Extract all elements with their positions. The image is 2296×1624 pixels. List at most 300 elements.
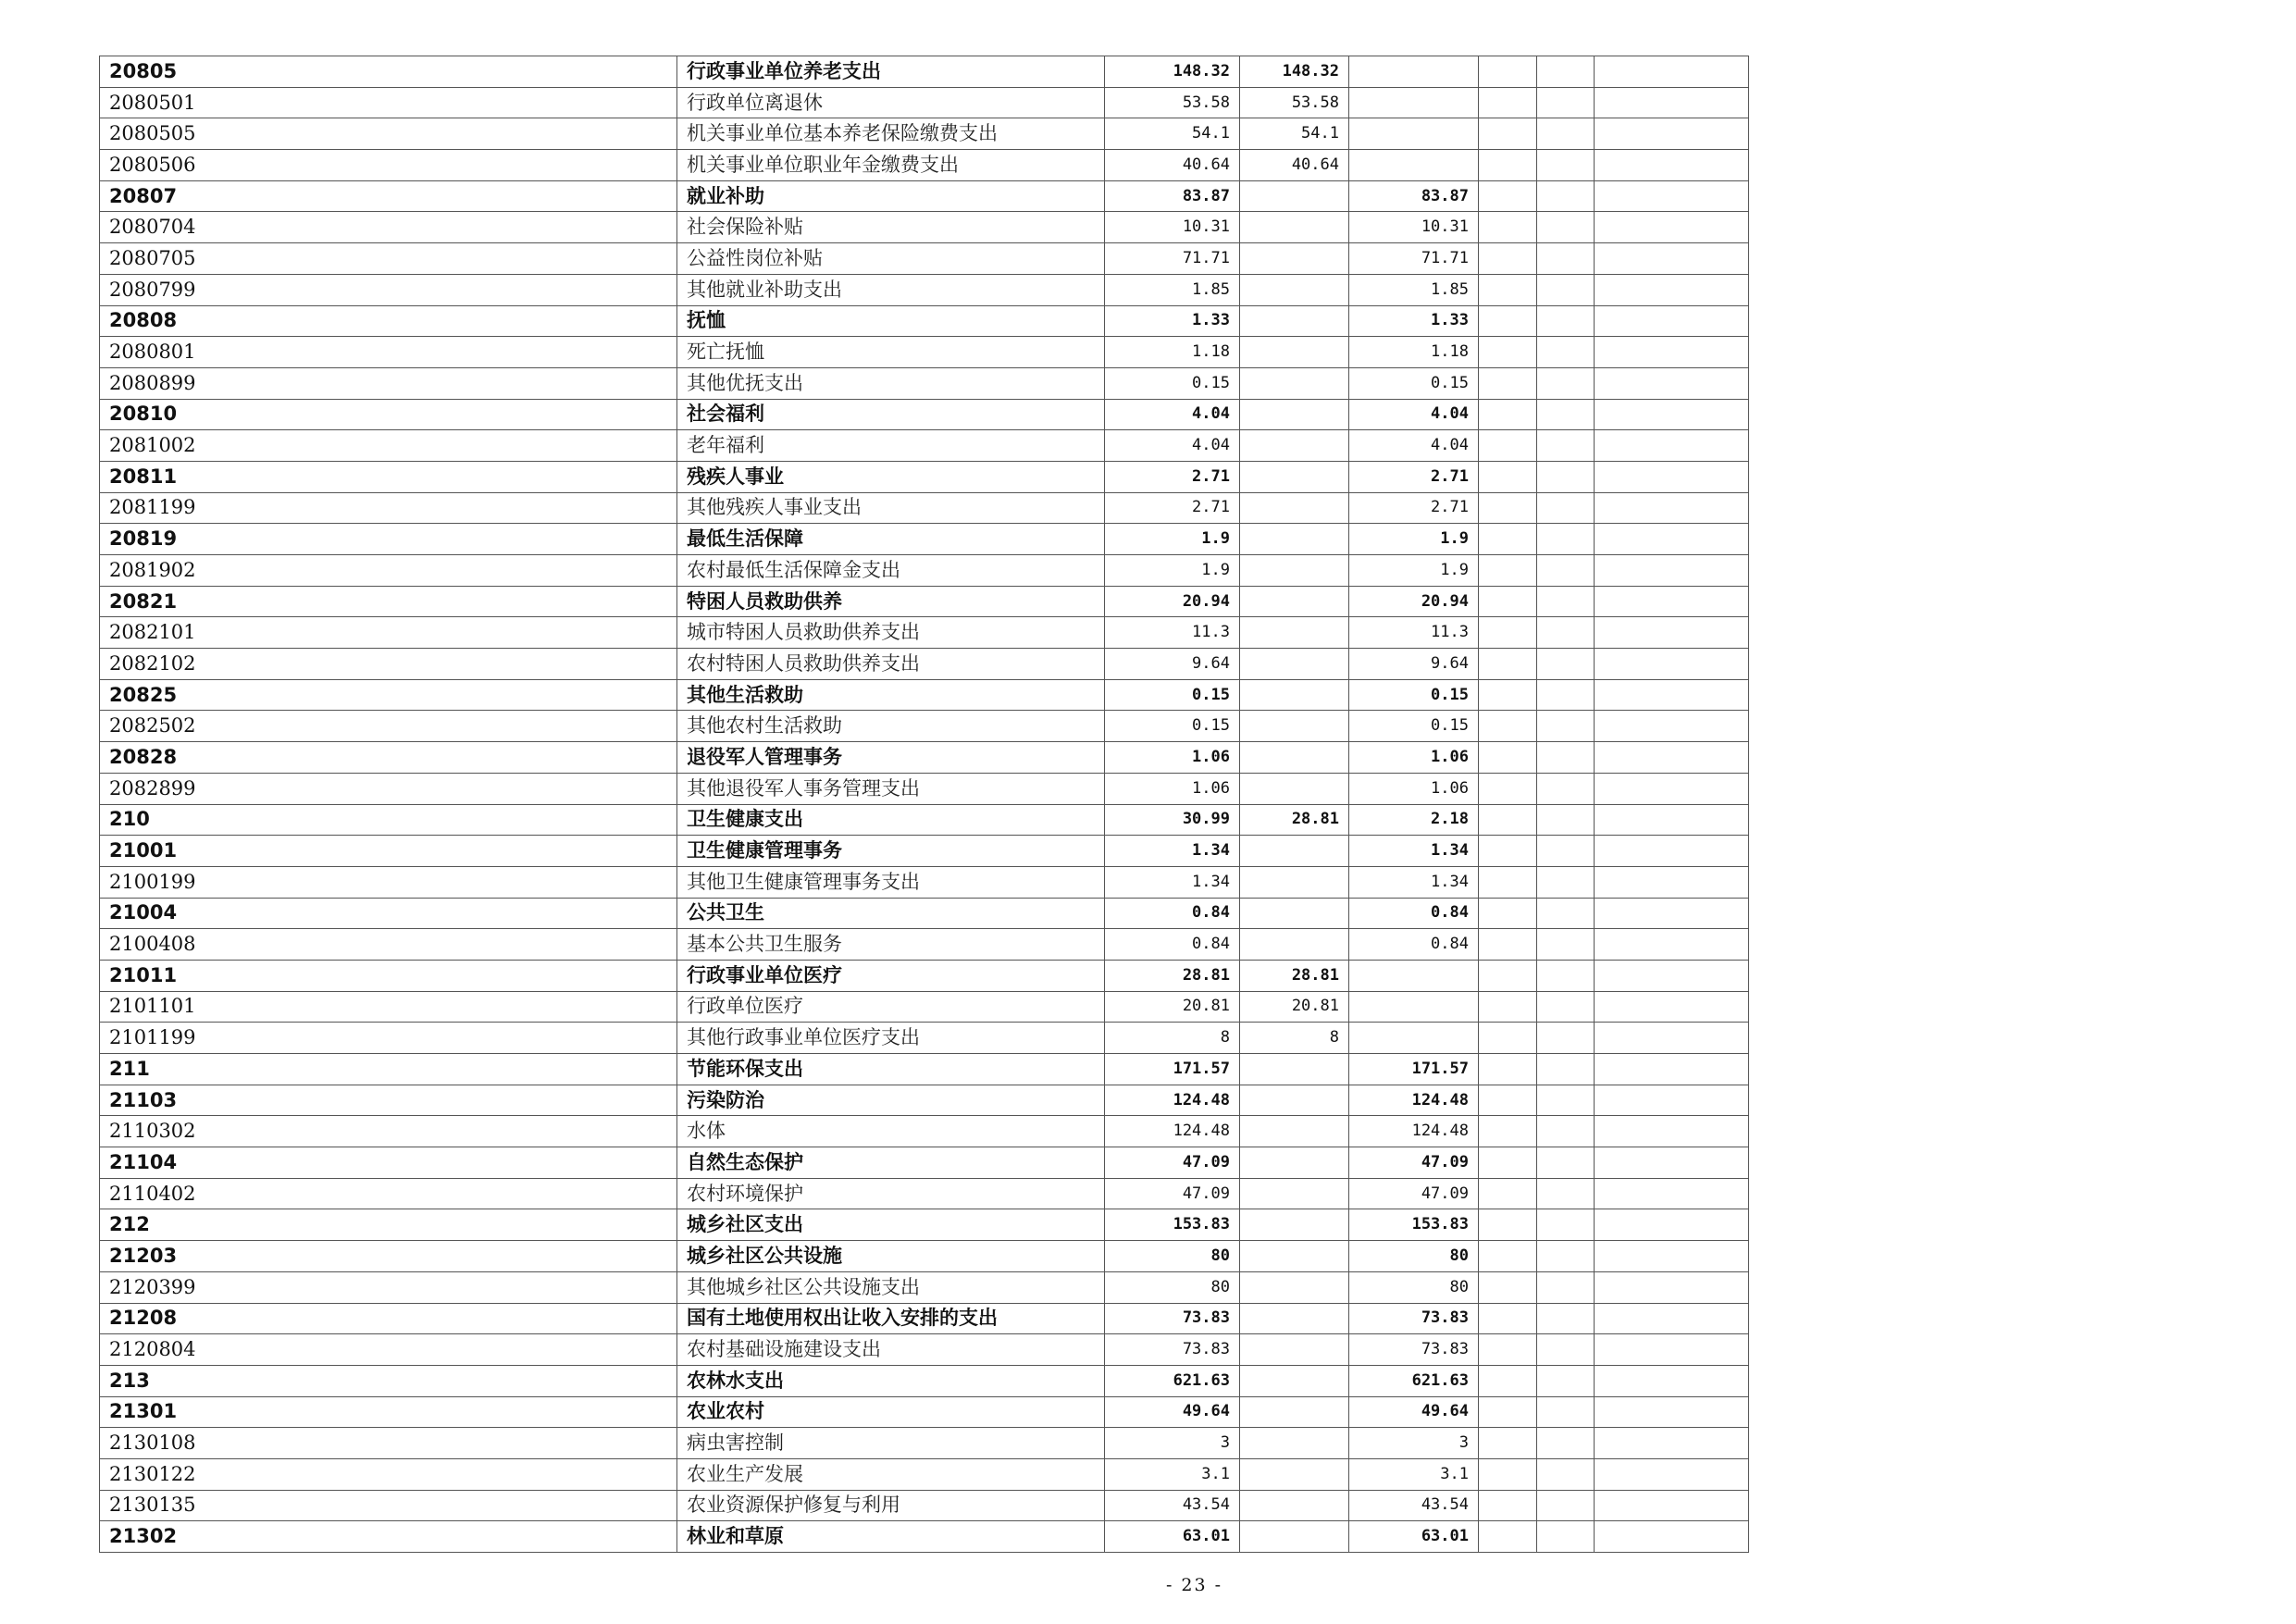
table-row [100, 773, 1749, 804]
subject-name-cell: 农业生产发展 [677, 1458, 1105, 1490]
empty-cell [1479, 430, 1537, 462]
project-expenditure-cell: 63.01 [1349, 1521, 1479, 1553]
empty-cell [1479, 991, 1537, 1023]
empty-cell [1479, 1178, 1537, 1209]
project-expenditure-cell: 1.18 [1349, 337, 1479, 368]
table-row [100, 555, 1749, 587]
subject-name-cell: 公益性岗位补贴 [677, 243, 1105, 275]
empty-cell [1595, 367, 1749, 399]
basic-expenditure-cell [1240, 773, 1349, 804]
basic-expenditure-cell [1240, 1396, 1349, 1428]
total-cell: 153.83 [1105, 1209, 1240, 1241]
empty-cell [1479, 960, 1537, 991]
empty-cell [1479, 1521, 1537, 1553]
empty-cell [1537, 1209, 1595, 1241]
total-cell: 47.09 [1105, 1147, 1240, 1179]
subject-code-cell: 2081199 [100, 492, 677, 524]
total-cell: 1.33 [1105, 305, 1240, 337]
subject-code-cell: 2110402 [100, 1178, 677, 1209]
total-cell: 11.3 [1105, 617, 1240, 649]
basic-expenditure-cell [1240, 866, 1349, 898]
subject-code-cell: 2130108 [100, 1428, 677, 1459]
project-expenditure-cell [1349, 991, 1479, 1023]
total-cell: 43.54 [1105, 1490, 1240, 1521]
total-cell: 4.04 [1105, 430, 1240, 462]
empty-cell [1595, 150, 1749, 181]
empty-cell [1479, 492, 1537, 524]
table-row [100, 742, 1749, 774]
budget-expenditure-table [99, 56, 1749, 1553]
table-row [100, 804, 1749, 836]
empty-cell [1537, 180, 1595, 212]
table-row [100, 150, 1749, 181]
basic-expenditure-cell [1240, 711, 1349, 742]
table-row [100, 898, 1749, 929]
subject-name-cell: 城市特困人员救助供养支出 [677, 617, 1105, 649]
project-expenditure-cell: 124.48 [1349, 1116, 1479, 1147]
project-expenditure-cell: 1.9 [1349, 555, 1479, 587]
empty-cell [1479, 711, 1537, 742]
empty-cell [1479, 274, 1537, 305]
basic-expenditure-cell: 53.58 [1240, 87, 1349, 118]
subject-name-cell: 行政事业单位医疗 [677, 960, 1105, 991]
table-row [100, 118, 1749, 150]
project-expenditure-cell: 83.87 [1349, 180, 1479, 212]
project-expenditure-cell [1349, 87, 1479, 118]
empty-cell [1537, 430, 1595, 462]
subject-code-cell: 2080704 [100, 212, 677, 243]
subject-name-cell: 机关事业单位基本养老保险缴费支出 [677, 118, 1105, 150]
empty-cell [1537, 773, 1595, 804]
project-expenditure-cell: 73.83 [1349, 1334, 1479, 1366]
empty-cell [1479, 150, 1537, 181]
project-expenditure-cell: 621.63 [1349, 1365, 1479, 1396]
empty-cell [1479, 461, 1537, 492]
subject-name-cell: 水体 [677, 1116, 1105, 1147]
empty-cell [1479, 1023, 1537, 1054]
subject-name-cell: 行政单位离退休 [677, 87, 1105, 118]
subject-code-cell: 2110302 [100, 1116, 677, 1147]
basic-expenditure-cell: 28.81 [1240, 804, 1349, 836]
empty-cell [1479, 399, 1537, 430]
table-row [100, 960, 1749, 991]
subject-name-cell: 社会保险补贴 [677, 212, 1105, 243]
basic-expenditure-cell [1240, 555, 1349, 587]
subject-name-cell: 农业农村 [677, 1396, 1105, 1428]
empty-cell [1537, 617, 1595, 649]
empty-cell [1595, 773, 1749, 804]
table-row [100, 1303, 1749, 1334]
empty-cell [1595, 960, 1749, 991]
table-row [100, 1085, 1749, 1116]
project-expenditure-cell: 171.57 [1349, 1054, 1479, 1085]
empty-cell [1595, 118, 1749, 150]
empty-cell [1537, 1303, 1595, 1334]
total-cell: 2.71 [1105, 492, 1240, 524]
subject-code-cell: 21103 [100, 1085, 677, 1116]
empty-cell [1479, 1241, 1537, 1272]
table-row [100, 1209, 1749, 1241]
page-number: - 23 - [1165, 1575, 1223, 1595]
subject-name-cell: 卫生健康支出 [677, 804, 1105, 836]
total-cell: 3.1 [1105, 1458, 1240, 1490]
empty-cell [1595, 212, 1749, 243]
empty-cell [1479, 1428, 1537, 1459]
empty-cell [1595, 243, 1749, 275]
empty-cell [1479, 367, 1537, 399]
subject-name-cell: 退役军人管理事务 [677, 742, 1105, 774]
basic-expenditure-cell [1240, 586, 1349, 617]
empty-cell [1595, 649, 1749, 680]
project-expenditure-cell: 0.84 [1349, 898, 1479, 929]
subject-name-cell: 农村特困人员救助供养支出 [677, 649, 1105, 680]
total-cell: 1.06 [1105, 742, 1240, 774]
total-cell: 49.64 [1105, 1396, 1240, 1428]
subject-name-cell: 其他残疾人事业支出 [677, 492, 1105, 524]
total-cell: 80 [1105, 1241, 1240, 1272]
empty-cell [1479, 1490, 1537, 1521]
project-expenditure-cell: 2.71 [1349, 492, 1479, 524]
subject-code-cell: 2120804 [100, 1334, 677, 1366]
empty-cell [1479, 1085, 1537, 1116]
project-expenditure-cell: 4.04 [1349, 399, 1479, 430]
empty-cell [1595, 1147, 1749, 1179]
empty-cell [1537, 56, 1595, 88]
empty-cell [1537, 1458, 1595, 1490]
basic-expenditure-cell: 20.81 [1240, 991, 1349, 1023]
table-row [100, 274, 1749, 305]
table-row [100, 1490, 1749, 1521]
project-expenditure-cell: 1.9 [1349, 524, 1479, 555]
empty-cell [1537, 836, 1595, 867]
table-row [100, 1178, 1749, 1209]
table-row [100, 1365, 1749, 1396]
basic-expenditure-cell [1240, 1458, 1349, 1490]
subject-name-cell: 其他退役军人事务管理支出 [677, 773, 1105, 804]
empty-cell [1537, 866, 1595, 898]
empty-cell [1479, 617, 1537, 649]
table-row [100, 991, 1749, 1023]
table-row [100, 367, 1749, 399]
project-expenditure-cell: 71.71 [1349, 243, 1479, 275]
empty-cell [1479, 742, 1537, 774]
project-expenditure-cell: 1.33 [1349, 305, 1479, 337]
subject-name-cell: 特困人员救助供养 [677, 586, 1105, 617]
empty-cell [1537, 524, 1595, 555]
empty-cell [1479, 1147, 1537, 1179]
empty-cell [1537, 1521, 1595, 1553]
basic-expenditure-cell [1240, 492, 1349, 524]
project-expenditure-cell: 80 [1349, 1241, 1479, 1272]
total-cell: 1.9 [1105, 555, 1240, 587]
empty-cell [1479, 836, 1537, 867]
empty-cell [1537, 1023, 1595, 1054]
empty-cell [1595, 711, 1749, 742]
empty-cell [1595, 836, 1749, 867]
total-cell: 171.57 [1105, 1054, 1240, 1085]
empty-cell [1537, 586, 1595, 617]
subject-name-cell: 农业资源保护修复与利用 [677, 1490, 1105, 1521]
empty-cell [1479, 649, 1537, 680]
project-expenditure-cell: 0.15 [1349, 679, 1479, 711]
basic-expenditure-cell [1240, 1365, 1349, 1396]
table-row [100, 461, 1749, 492]
empty-cell [1537, 1116, 1595, 1147]
empty-cell [1537, 1147, 1595, 1179]
total-cell: 53.58 [1105, 87, 1240, 118]
subject-name-cell: 城乡社区支出 [677, 1209, 1105, 1241]
subject-name-cell: 其他城乡社区公共设施支出 [677, 1271, 1105, 1303]
project-expenditure-cell: 20.94 [1349, 586, 1479, 617]
empty-cell [1595, 492, 1749, 524]
basic-expenditure-cell [1240, 1521, 1349, 1553]
subject-name-cell: 农村环境保护 [677, 1178, 1105, 1209]
project-expenditure-cell: 43.54 [1349, 1490, 1479, 1521]
subject-name-cell: 农村最低生活保障金支出 [677, 555, 1105, 587]
empty-cell [1537, 461, 1595, 492]
empty-cell [1537, 649, 1595, 680]
project-expenditure-cell: 1.06 [1349, 742, 1479, 774]
project-expenditure-cell: 2.18 [1349, 804, 1479, 836]
project-expenditure-cell [1349, 960, 1479, 991]
empty-cell [1595, 274, 1749, 305]
subject-name-cell: 国有土地使用权出让收入安排的支出 [677, 1303, 1105, 1334]
empty-cell [1595, 1085, 1749, 1116]
total-cell: 4.04 [1105, 399, 1240, 430]
subject-code-cell: 2081902 [100, 555, 677, 587]
table-row [100, 1458, 1749, 1490]
subject-name-cell: 社会福利 [677, 399, 1105, 430]
empty-cell [1479, 180, 1537, 212]
empty-cell [1595, 1209, 1749, 1241]
empty-cell [1479, 1054, 1537, 1085]
basic-expenditure-cell [1240, 649, 1349, 680]
total-cell: 124.48 [1105, 1085, 1240, 1116]
project-expenditure-cell: 0.15 [1349, 711, 1479, 742]
total-cell: 63.01 [1105, 1521, 1240, 1553]
total-cell: 30.99 [1105, 804, 1240, 836]
subject-name-cell: 农林水支出 [677, 1365, 1105, 1396]
table-row [100, 524, 1749, 555]
total-cell: 2.71 [1105, 461, 1240, 492]
project-expenditure-cell: 73.83 [1349, 1303, 1479, 1334]
subject-code-cell: 2080505 [100, 118, 677, 150]
empty-cell [1479, 773, 1537, 804]
table-row [100, 1521, 1749, 1553]
basic-expenditure-cell [1240, 212, 1349, 243]
total-cell: 73.83 [1105, 1303, 1240, 1334]
total-cell: 54.1 [1105, 118, 1240, 150]
empty-cell [1537, 1241, 1595, 1272]
subject-name-cell: 就业补助 [677, 180, 1105, 212]
basic-expenditure-cell [1240, 367, 1349, 399]
basic-expenditure-cell: 8 [1240, 1023, 1349, 1054]
empty-cell [1595, 87, 1749, 118]
table-row [100, 56, 1749, 88]
table-row [100, 430, 1749, 462]
empty-cell [1595, 180, 1749, 212]
subject-code-cell: 21301 [100, 1396, 677, 1428]
basic-expenditure-cell: 54.1 [1240, 118, 1349, 150]
project-expenditure-cell: 153.83 [1349, 1209, 1479, 1241]
project-expenditure-cell [1349, 56, 1479, 88]
total-cell: 9.64 [1105, 649, 1240, 680]
subject-name-cell: 病虫害控制 [677, 1428, 1105, 1459]
empty-cell [1479, 87, 1537, 118]
subject-name-cell: 林业和草原 [677, 1521, 1105, 1553]
empty-cell [1479, 1334, 1537, 1366]
subject-code-cell: 2130135 [100, 1490, 677, 1521]
project-expenditure-cell: 9.64 [1349, 649, 1479, 680]
empty-cell [1479, 1116, 1537, 1147]
table-row [100, 1147, 1749, 1179]
empty-cell [1479, 804, 1537, 836]
project-expenditure-cell: 47.09 [1349, 1178, 1479, 1209]
table-row [100, 836, 1749, 867]
subject-code-cell: 2082101 [100, 617, 677, 649]
empty-cell [1537, 1428, 1595, 1459]
empty-cell [1479, 243, 1537, 275]
basic-expenditure-cell [1240, 836, 1349, 867]
empty-cell [1537, 212, 1595, 243]
subject-code-cell: 21104 [100, 1147, 677, 1179]
empty-cell [1479, 586, 1537, 617]
table-row [100, 711, 1749, 742]
subject-code-cell: 20821 [100, 586, 677, 617]
basic-expenditure-cell [1240, 430, 1349, 462]
subject-name-cell: 死亡抚恤 [677, 337, 1105, 368]
empty-cell [1537, 679, 1595, 711]
empty-cell [1537, 929, 1595, 961]
table-row [100, 337, 1749, 368]
empty-cell [1595, 1023, 1749, 1054]
basic-expenditure-cell: 40.64 [1240, 150, 1349, 181]
table-row [100, 866, 1749, 898]
total-cell: 8 [1105, 1023, 1240, 1054]
empty-cell [1537, 243, 1595, 275]
empty-cell [1595, 866, 1749, 898]
empty-cell [1537, 898, 1595, 929]
subject-code-cell: 20828 [100, 742, 677, 774]
subject-code-cell: 21203 [100, 1241, 677, 1272]
project-expenditure-cell: 3 [1349, 1428, 1479, 1459]
subject-code-cell: 2101101 [100, 991, 677, 1023]
table-row [100, 1241, 1749, 1272]
subject-code-cell: 2100408 [100, 929, 677, 961]
basic-expenditure-cell [1240, 679, 1349, 711]
table-row [100, 1054, 1749, 1085]
subject-name-cell: 其他就业补助支出 [677, 274, 1105, 305]
table-row [100, 87, 1749, 118]
total-cell: 1.34 [1105, 836, 1240, 867]
project-expenditure-cell: 3.1 [1349, 1458, 1479, 1490]
basic-expenditure-cell [1240, 337, 1349, 368]
subject-name-cell: 其他优抚支出 [677, 367, 1105, 399]
total-cell: 20.81 [1105, 991, 1240, 1023]
total-cell: 0.84 [1105, 898, 1240, 929]
empty-cell [1595, 56, 1749, 88]
project-expenditure-cell: 47.09 [1349, 1147, 1479, 1179]
subject-code-cell: 21208 [100, 1303, 677, 1334]
empty-cell [1479, 1396, 1537, 1428]
subject-name-cell: 农村基础设施建设支出 [677, 1334, 1105, 1366]
subject-code-cell: 21302 [100, 1521, 677, 1553]
empty-cell [1595, 1241, 1749, 1272]
empty-cell [1595, 1458, 1749, 1490]
project-expenditure-cell: 124.48 [1349, 1085, 1479, 1116]
table-row [100, 649, 1749, 680]
table-row [100, 617, 1749, 649]
empty-cell [1595, 430, 1749, 462]
subject-code-cell: 210 [100, 804, 677, 836]
basic-expenditure-cell [1240, 929, 1349, 961]
empty-cell [1479, 1271, 1537, 1303]
table-row [100, 180, 1749, 212]
total-cell: 71.71 [1105, 243, 1240, 275]
empty-cell [1595, 1334, 1749, 1366]
subject-code-cell: 2080506 [100, 150, 677, 181]
basic-expenditure-cell: 148.32 [1240, 56, 1349, 88]
subject-code-cell: 20810 [100, 399, 677, 430]
empty-cell [1537, 367, 1595, 399]
table-row [100, 212, 1749, 243]
total-cell: 28.81 [1105, 960, 1240, 991]
table-row [100, 492, 1749, 524]
empty-cell [1537, 1490, 1595, 1521]
empty-cell [1537, 742, 1595, 774]
empty-cell [1537, 1085, 1595, 1116]
table-row [100, 1023, 1749, 1054]
empty-cell [1537, 492, 1595, 524]
basic-expenditure-cell [1240, 617, 1349, 649]
empty-cell [1479, 898, 1537, 929]
empty-cell [1479, 305, 1537, 337]
subject-name-cell: 其他生活救助 [677, 679, 1105, 711]
project-expenditure-cell: 1.85 [1349, 274, 1479, 305]
subject-code-cell: 2081002 [100, 430, 677, 462]
empty-cell [1537, 118, 1595, 150]
empty-cell [1595, 898, 1749, 929]
total-cell: 148.32 [1105, 56, 1240, 88]
empty-cell [1537, 337, 1595, 368]
subject-code-cell: 2080801 [100, 337, 677, 368]
subject-name-cell: 污染防治 [677, 1085, 1105, 1116]
table-row [100, 929, 1749, 961]
empty-cell [1537, 305, 1595, 337]
empty-cell [1479, 524, 1537, 555]
empty-cell [1595, 1521, 1749, 1553]
subject-name-cell: 残疾人事业 [677, 461, 1105, 492]
table-row [100, 1116, 1749, 1147]
table-row [100, 243, 1749, 275]
total-cell: 80 [1105, 1271, 1240, 1303]
subject-code-cell: 213 [100, 1365, 677, 1396]
project-expenditure-cell [1349, 118, 1479, 150]
project-expenditure-cell: 2.71 [1349, 461, 1479, 492]
basic-expenditure-cell [1240, 1271, 1349, 1303]
table-row [100, 586, 1749, 617]
subject-code-cell: 20811 [100, 461, 677, 492]
project-expenditure-cell [1349, 150, 1479, 181]
subject-code-cell: 2082102 [100, 649, 677, 680]
subject-code-cell: 2130122 [100, 1458, 677, 1490]
empty-cell [1595, 1054, 1749, 1085]
empty-cell [1595, 1271, 1749, 1303]
empty-cell [1479, 1365, 1537, 1396]
empty-cell [1595, 991, 1749, 1023]
project-expenditure-cell: 1.06 [1349, 773, 1479, 804]
subject-name-cell: 其他农村生活救助 [677, 711, 1105, 742]
